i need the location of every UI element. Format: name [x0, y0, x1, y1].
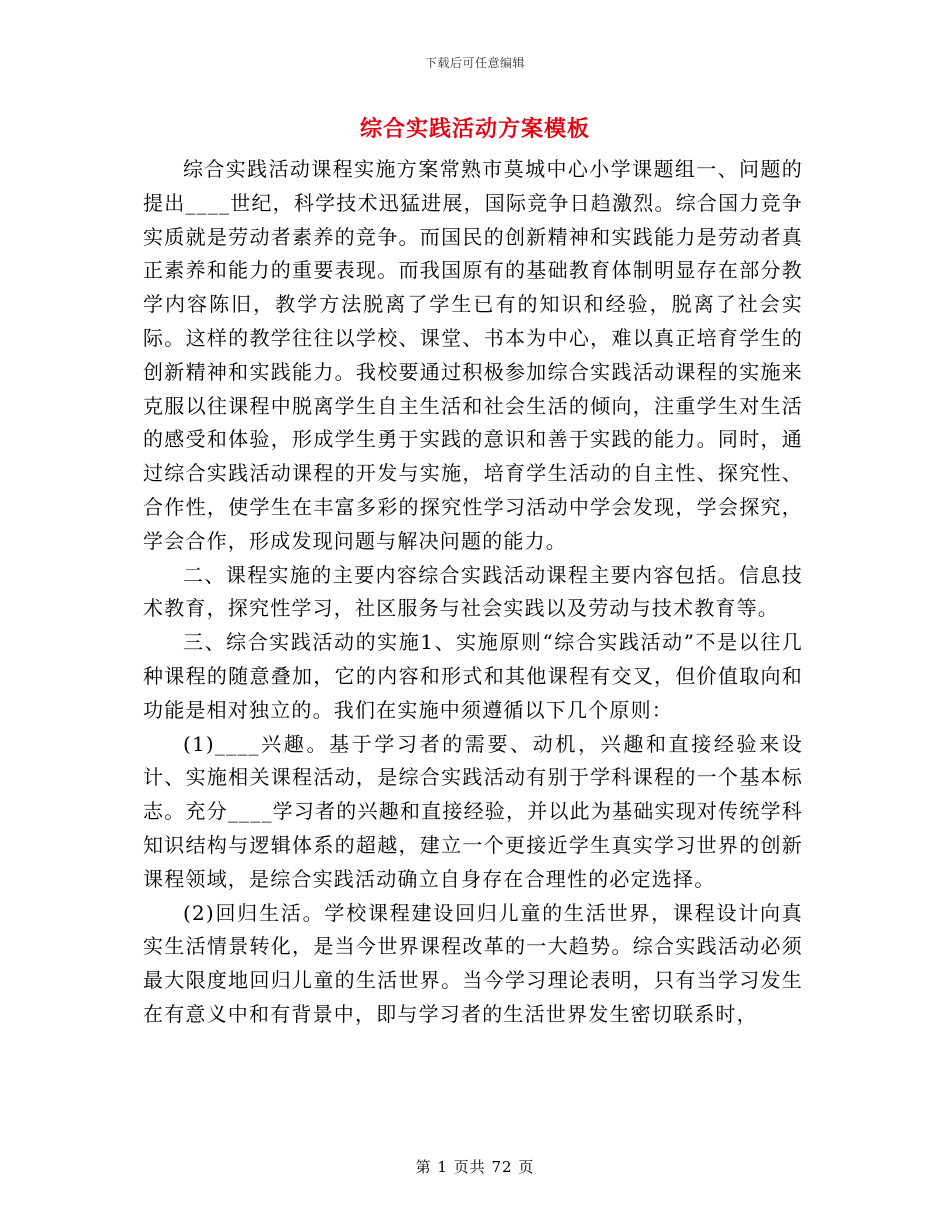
document-body [143, 153, 803, 1032]
body-paragraph: 三、综合实践活动的实施1、实施原则“综合实践活动”不是以往几种课程的随意叠加，它的内容和形式和其他课程有交叉，但价值取向和功能是相对独立的。我们在实施中须遵循以下几个原则： [143, 630, 803, 722]
page-number: 第 1 页共 72 页 [415, 1158, 535, 1176]
body-paragraph: 综合实践活动课程实施方案常熟市莫城中心小学课题组一、问题的提出____世纪，科学技术迅猛进展，国际竞争日趋激烈。综合国力竞争实质就是劳动者素养的竞争。而国民的创新精神和实践能力是劳动者真正素养和能力的重要表现。而我国原有的基础教育体制明显存在部分教学内容陈旧，教学方法脱离了学生已有的知识和经验，脱离了社会实际。这样的教学往往以学校、课堂、书本为中心，难以真正培育学生的创新精神和实践能力。我校要通过积极参加综合实践活动课程的实施来克服以往课程中脱离学生自主生活和社会生活的倾向，注重学生对生活的感受和体验，形成学生勇于实践的意识和善于实践的能力。同时，通过综合实践活动课程的开发与实施，培育学生活动的自主性、探究性、合作性，使学生在丰富多彩的探究性学习活动中学会发现，学会探究，学会合作，形成发现问题与解决问题的能力。 [143, 157, 803, 553]
body-paragraph: (2)回归生活。学校课程建设回归儿童的生活世界，课程设计向真实生活情景转化，是当今世界课程改革的一大趋势。综合实践活动必须最大限度地回归儿童的生活世界。当今学习理论表明，只有当学习发生在有意义中和有背景中，即与学习者的生活世界发生密切联系时， [143, 900, 803, 1026]
document-title: 综合实践活动方案模板 [359, 116, 590, 142]
body-paragraph: 二、课程实施的主要内容综合实践活动课程主要内容包括。信息技术教育，探究性学习，社区服务与社会实践以及劳动与技术教育等。 [143, 562, 803, 621]
body-paragraph: (1)____兴趣。基于学习者的需要、动机，兴趣和直接经验来设计、实施相关课程活动，是综合实践活动有别于学科课程的一个基本标志。充分____学习者的兴趣和直接经验，并以此为基础实现对传统学科知识结构与逻辑体系的超越，建立一个更接近学生真实学习世界的创新课程领域，是综合实践活动确立自身存在合理性的必定选择。 [143, 731, 803, 891]
header-note: 下载后可任意编辑 [424, 56, 525, 70]
